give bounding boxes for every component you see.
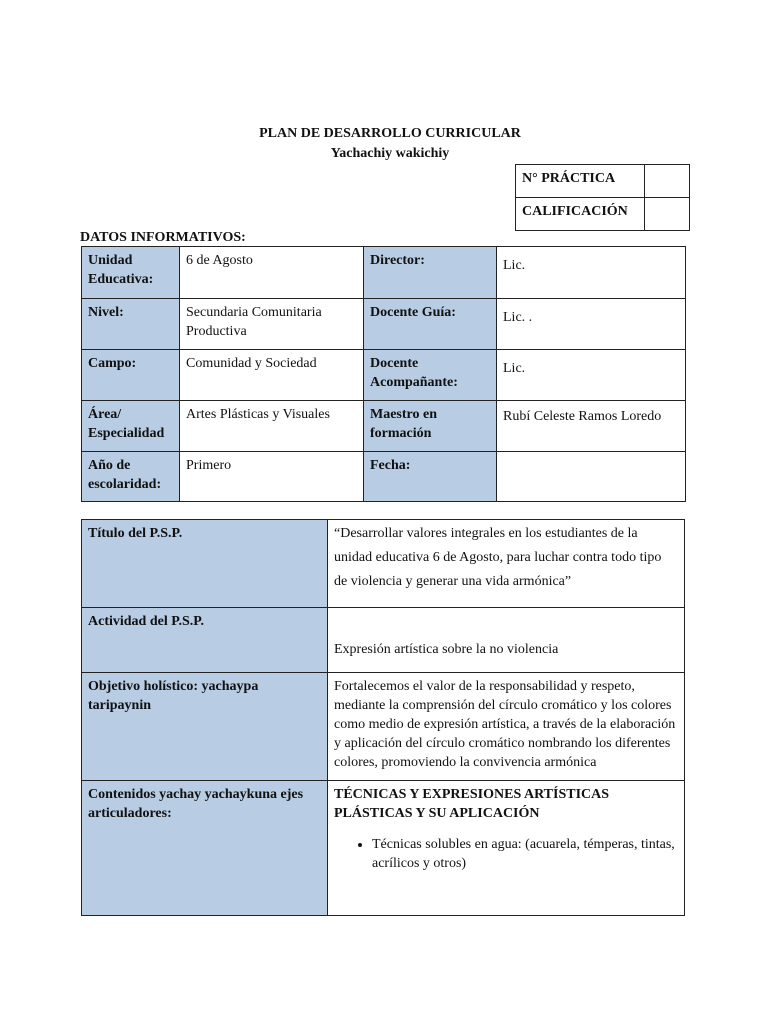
datos-heading: DATOS INFORMATIVOS:: [80, 230, 246, 245]
psp-actividad-value: Expresión artística sobre la no violencia: [327, 607, 685, 673]
psp-objetivo-value: Fortalecemos el valor de la responsabilidad y respeto, mediante la comprensión del círculo cromático y los colores como medio de expresión artística, a través de la elaboración y aplicación del círculo cromático nombrando los diferentes colores, promoviendo la convivencia armónica: [327, 672, 685, 781]
datos-label-nivel: Nivel:: [81, 298, 180, 350]
datos-value-nivel: Secundaria Comunitaria Productiva: [179, 298, 364, 350]
datos-value-area: Artes Plásticas y Visuales: [179, 400, 364, 452]
calificacion-value: [644, 197, 690, 231]
datos-value-director: Lic.: [496, 246, 686, 299]
psp-objetivo-label: Objetivo holístico: yachaypa taripaynin: [81, 672, 328, 781]
datos-value-campo: Comunidad y Sociedad: [179, 349, 364, 401]
datos-value-maestro: Rubí Celeste Ramos Loredo: [496, 400, 686, 452]
datos-value-anio: Primero: [179, 451, 364, 502]
datos-label-docente-guia: Docente Guía:: [363, 298, 497, 350]
datos-label-campo: Campo:: [81, 349, 180, 401]
calificacion-label: CALIFICACIÓN: [515, 197, 645, 231]
datos-label-area: Área/ Especialidad: [81, 400, 180, 452]
datos-value-fecha: [496, 451, 686, 502]
practica-label: N° PRÁCTICA: [515, 164, 645, 198]
contenidos-heading: TÉCNICAS Y EXPRESIONES ARTÍSTICAS PLÁSTICAS Y SU APLICACIÓN: [334, 787, 610, 821]
datos-value-docente-acompanante: Lic.: [496, 349, 686, 401]
psp-titulo-label: Título del P.S.P.: [81, 519, 328, 608]
practica-value: [644, 164, 690, 198]
document-title: PLAN DE DESARROLLO CURRICULAR: [259, 126, 521, 141]
psp-contenidos-cell: [327, 780, 685, 916]
datos-label-unidad: Unidad Educativa:: [81, 246, 180, 299]
datos-label-director: Director:: [363, 246, 497, 299]
document-subtitle: Yachachiy wakichiy: [330, 146, 450, 161]
psp-contenidos-label: Contenidos yachay yachaykuna ejes articuladores:: [81, 780, 328, 916]
datos-value-docente-guia: Lic. .: [496, 298, 686, 350]
datos-value-unidad: 6 de Agosto: [179, 246, 364, 299]
contenidos-list: [334, 835, 678, 873]
contenidos-item: • Técnicas solubles en agua: (acuarela, témperas, tintas, acrílicos y otros): [372, 835, 678, 873]
datos-label-anio: Año de escolaridad:: [81, 451, 180, 502]
psp-titulo-value: “Desarrollar valores integrales en los estudiantes de la unidad educativa 6 de Agosto, para luchar contra todo tipo de violencia y generar una vida armónica”: [327, 519, 685, 608]
datos-label-docente-acompanante: Docente Acompañante:: [363, 349, 497, 401]
datos-label-fecha: Fecha:: [363, 451, 497, 502]
psp-actividad-label: Actividad del P.S.P.: [81, 607, 328, 673]
datos-label-maestro: Maestro en formación: [363, 400, 497, 452]
